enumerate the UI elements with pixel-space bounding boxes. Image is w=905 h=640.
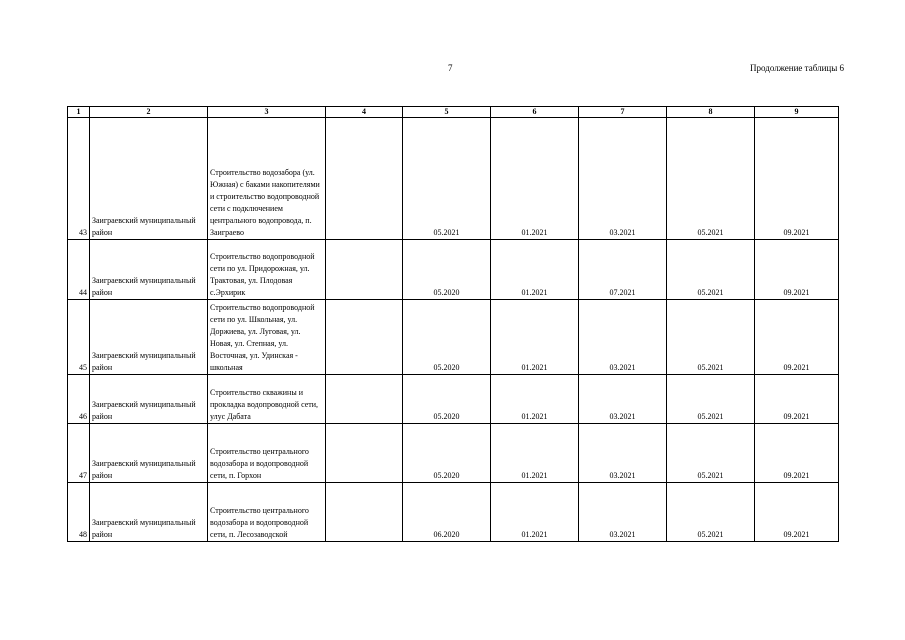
date-cell: 09.2021	[755, 300, 839, 375]
row-number: 44	[68, 240, 90, 300]
date-cell: 03.2021	[579, 118, 667, 240]
description-cell: Строительство водопроводной сети по ул. Придорожная, ул. Трактовая, ул. Плодовая с.Эрхирик	[208, 240, 326, 300]
table-continuation-label: Продолжение таблицы 6	[750, 63, 844, 73]
column-4-cell	[326, 375, 403, 424]
table-row	[68, 375, 839, 424]
table-header-row	[68, 107, 839, 118]
date-cell: 09.2021	[755, 375, 839, 424]
date-cell: 01.2021	[491, 118, 579, 240]
district-cell: Заиграевский муниципальный район	[90, 240, 208, 300]
date-cell: 03.2021	[579, 300, 667, 375]
date-cell: 05.2021	[667, 424, 755, 483]
district-cell: Заиграевский муниципальный район	[90, 118, 208, 240]
date-cell: 09.2021	[755, 118, 839, 240]
description-cell: Строительство центрального водозабора и водопроводной сети, п. Лесозаводской	[208, 483, 326, 542]
page-number: 7	[448, 63, 453, 73]
date-cell: 07.2021	[579, 240, 667, 300]
column-header: 4	[326, 107, 403, 118]
date-cell: 09.2021	[755, 240, 839, 300]
column-header: 6	[491, 107, 579, 118]
row-number: 48	[68, 483, 90, 542]
table-row	[68, 424, 839, 483]
date-cell: 03.2021	[579, 375, 667, 424]
column-4-cell	[326, 300, 403, 375]
table-row	[68, 483, 839, 542]
column-header: 7	[579, 107, 667, 118]
table-row	[68, 118, 839, 240]
column-header: 5	[403, 107, 491, 118]
column-header: 1	[68, 107, 90, 118]
district-cell: Заиграевский муниципальный район	[90, 483, 208, 542]
data-table	[67, 106, 839, 542]
row-number: 43	[68, 118, 90, 240]
description-cell: Строительство водопроводной сети по ул. Школьная, ул. Доржиева, ул. Луговая, ул. Новая, ул. Степная, ул. Восточная, ул. Удинская - школьная	[208, 300, 326, 375]
column-header: 3	[208, 107, 326, 118]
row-number: 47	[68, 424, 90, 483]
date-cell: 01.2021	[491, 300, 579, 375]
column-4-cell	[326, 483, 403, 542]
date-cell: 05.2020	[403, 375, 491, 424]
column-4-cell	[326, 424, 403, 483]
date-cell: 01.2021	[491, 483, 579, 542]
date-cell: 09.2021	[755, 483, 839, 542]
date-cell: 03.2021	[579, 483, 667, 542]
description-cell: Строительство центрального водозабора и водопроводной сети, п. Горхон	[208, 424, 326, 483]
description-cell: Строительство водозабора (ул. Южная) с баками накопителями и строительство водопроводной сети с подключением центрального водопровода, п. Заиграево	[208, 118, 326, 240]
date-cell: 06.2020	[403, 483, 491, 542]
date-cell: 05.2020	[403, 424, 491, 483]
column-4-cell	[326, 118, 403, 240]
date-cell: 09.2021	[755, 424, 839, 483]
date-cell: 05.2021	[667, 118, 755, 240]
district-cell: Заиграевский муниципальный район	[90, 300, 208, 375]
column-header: 2	[90, 107, 208, 118]
district-cell: Заиграевский муниципальный район	[90, 424, 208, 483]
date-cell: 05.2021	[403, 118, 491, 240]
date-cell: 05.2020	[403, 240, 491, 300]
table-row	[68, 240, 839, 300]
row-number: 46	[68, 375, 90, 424]
date-cell: 01.2021	[491, 375, 579, 424]
date-cell: 05.2020	[403, 300, 491, 375]
date-cell: 05.2021	[667, 483, 755, 542]
column-header: 9	[755, 107, 839, 118]
date-cell: 05.2021	[667, 375, 755, 424]
date-cell: 03.2021	[579, 424, 667, 483]
district-cell: Заиграевский муниципальный район	[90, 375, 208, 424]
table-row	[68, 300, 839, 375]
date-cell: 05.2021	[667, 240, 755, 300]
date-cell: 05.2021	[667, 300, 755, 375]
date-cell: 01.2021	[491, 240, 579, 300]
date-cell: 01.2021	[491, 424, 579, 483]
description-cell: Строительство скважины и прокладка водопроводной сети, улус Дабата	[208, 375, 326, 424]
column-header: 8	[667, 107, 755, 118]
row-number: 45	[68, 300, 90, 375]
column-4-cell	[326, 240, 403, 300]
